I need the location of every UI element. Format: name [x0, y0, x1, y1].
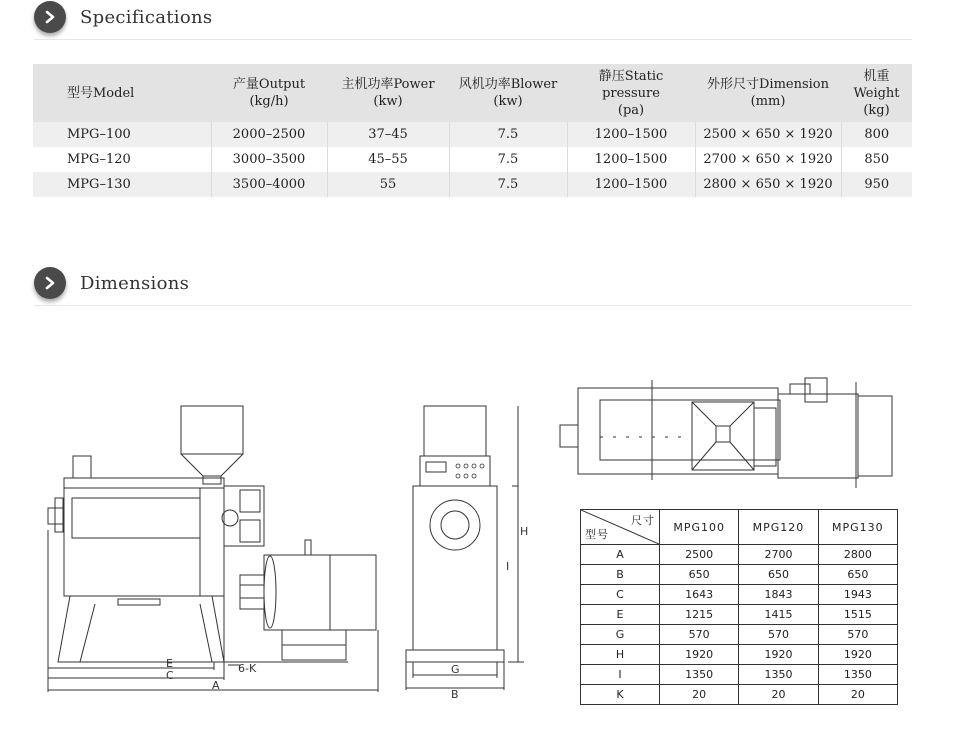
dim-label-a: A [212, 679, 220, 692]
table-cell: MPG–120 [33, 147, 211, 172]
row-label: I [581, 665, 660, 685]
column-header-label: 产量Output [232, 77, 306, 92]
dimensions-table [580, 509, 898, 705]
table-cell: 950 [841, 172, 912, 197]
dim-label-k: 6-K [238, 662, 257, 675]
table-cell: 55 [327, 172, 449, 197]
table-cell: 2000–2500 [211, 122, 327, 147]
table-cell: 2500 [660, 545, 739, 565]
table-row [581, 605, 898, 625]
table-cell: 1515 [818, 605, 897, 625]
table-cell: 1920 [739, 645, 818, 665]
table-cell: 1920 [818, 645, 897, 665]
table-cell: 650 [739, 565, 818, 585]
table-cell: 1920 [660, 645, 739, 665]
table-cell: 570 [660, 625, 739, 645]
table-cell: 7.5 [449, 147, 567, 172]
table-row [581, 565, 898, 585]
dim-label-b: B [451, 688, 459, 701]
column-header-label: 主机功率Power [341, 77, 435, 92]
row-label: B [581, 565, 660, 585]
table-cell: 3000–3500 [211, 147, 327, 172]
corner-label-bottom: 型号 [585, 528, 609, 541]
column-header-label: 型号Model [67, 85, 135, 101]
table-cell: 2700 × 650 × 1920 [695, 147, 841, 172]
column-header-unit: (kw) [373, 94, 403, 109]
table-row [581, 685, 898, 705]
table-cell: 1215 [660, 605, 739, 625]
column-header: MPG100 [660, 510, 739, 545]
column-header: MPG120 [739, 510, 818, 545]
table-cell: 1200–1500 [567, 147, 695, 172]
table-cell: 570 [739, 625, 818, 645]
table-row [581, 645, 898, 665]
table-cell: 850 [864, 152, 890, 167]
table-cell: 1200–1500 [567, 122, 695, 147]
table-cell: 1415 [739, 605, 818, 625]
table-header-row [581, 510, 898, 545]
table-row [581, 625, 898, 645]
table-cell: 7.5 [449, 122, 567, 147]
corner-cell [581, 510, 660, 545]
dim-label-c: C [166, 669, 174, 682]
column-header-unit: (kg) [863, 102, 890, 118]
table-cell: 650 [818, 565, 897, 585]
row-label: E [581, 605, 660, 625]
table-cell: 1643 [660, 585, 739, 605]
table-cell: 20 [818, 685, 897, 705]
table-cell: 20 [739, 685, 818, 705]
table-row [581, 665, 898, 685]
top-view-drawing [560, 378, 892, 488]
table-cell: MPG–130 [33, 172, 211, 197]
table-cell: 2700 [739, 545, 818, 565]
row-label: G [581, 625, 660, 645]
table-row [581, 585, 898, 605]
table-cell: 1350 [660, 665, 739, 685]
table-cell: 2800 [818, 545, 897, 565]
dim-label-i: I [506, 560, 510, 573]
dim-label-e: E [166, 657, 173, 670]
side-view-drawing [406, 406, 524, 690]
table-cell: 570 [818, 625, 897, 645]
table-cell: 800 [841, 122, 912, 147]
specifications-title: Specifications [80, 6, 213, 28]
table-cell: 2800 × 650 × 1920 [695, 172, 841, 197]
column-header-unit: (pa) [617, 102, 645, 118]
table-cell: 1200–1500 [567, 172, 695, 197]
table-cell: 7.5 [449, 172, 567, 197]
table-cell: 1350 [818, 665, 897, 685]
row-label: A [581, 545, 660, 565]
column-header-label: 风机功率Blower [458, 77, 558, 92]
table-row [581, 545, 898, 565]
table-cell: 37–45 [327, 122, 449, 147]
row-label: C [581, 585, 660, 605]
dim-label-h: H [520, 525, 529, 538]
table-cell: 3500–4000 [211, 172, 327, 197]
column-header-label: 机重Weight [853, 68, 900, 101]
row-label: K [581, 685, 660, 705]
column-header-unit: (kw) [493, 94, 523, 109]
table-cell: 1843 [739, 585, 818, 605]
table-cell: 1943 [818, 585, 897, 605]
corner-label-top: 尺寸 [631, 514, 655, 527]
table-cell: 1350 [739, 665, 818, 685]
table-cell: 2500 × 650 × 1920 [695, 122, 841, 147]
front-view-drawing [48, 406, 378, 692]
column-header-label: 外形尺寸Dimension [706, 77, 829, 92]
table-cell: 20 [660, 685, 739, 705]
column-header-label: 静压Static pressure [598, 68, 664, 101]
column-header-unit: (kg/h) [249, 94, 289, 109]
column-header: MPG130 [818, 510, 897, 545]
table-cell: 45–55 [327, 147, 449, 172]
row-label: H [581, 645, 660, 665]
table-cell: MPG–100 [33, 122, 211, 147]
dim-label-g: G [451, 663, 460, 676]
dimensions-title: Dimensions [80, 272, 190, 294]
column-header-unit: (mm) [750, 94, 786, 109]
table-cell: 650 [660, 565, 739, 585]
